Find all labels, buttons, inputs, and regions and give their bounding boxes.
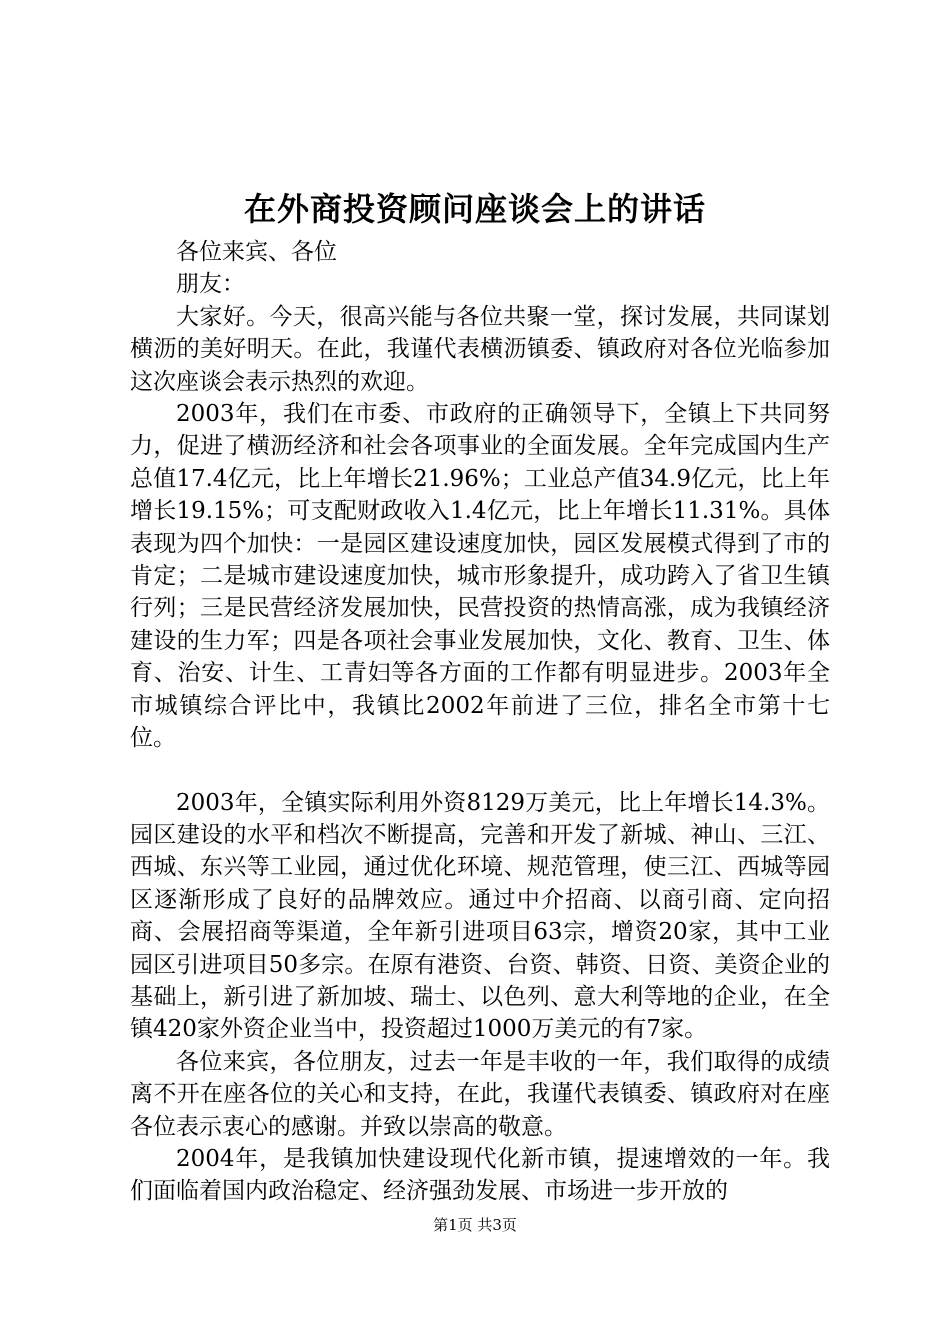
- salutation-line-1: 各位来宾、各位: [176, 239, 337, 265]
- paragraph-welcome: 大家好。今天，很高兴能与各位共聚一堂，探讨发展，共同谋划横沥的美好明天。在此，我谨代表横沥镇委、镇政府对各位光临参加这次座谈会表示热烈的欢迎。: [130, 303, 830, 395]
- document-title: 在外商投资顾问座谈会上的讲话: [243, 190, 706, 228]
- paragraph-2003-overview: 2003年，我们在市委、市政府的正确领导下，全镇上下共同努力，促进了横沥经济和社会各项事业的全面发展。全年完成国内生产总值17.4亿元，比上年增长21.96%；工业总产值34.9亿元，比上年增长19.15%；可支配财政收入1.4亿元，比上年增长11.31%。具体表现为四个加快：一是园区建设速度加快，园区发展模式得到了市的肯定；二是城市建设速度加快，城市形象提升，成功跨入了省卫生镇行列；三是民营经济发展加快，民营投资的热情高涨，成为我镇经济建设的生力军；四是各项社会事业发展加快，文化、教育、卫生、体育、治安、计生、工青妇等各方面的工作都有明显进步。2003年全市城镇综合评比中，我镇比2002年前进了三位，排名全市第十七位。: [130, 401, 830, 752]
- paragraph-thanks: 各位来宾，各位朋友，过去一年是丰收的一年，我们取得的成绩离不开在座各位的关心和支持，在此，我谨代表镇委、镇政府对在座各位表示衷心的感谢。并致以崇高的敬意。: [130, 1048, 830, 1140]
- salutation-line-2: 朋友：: [176, 271, 245, 298]
- document-body: [130, 236, 830, 1208]
- page-footer: 第1页 共3页: [433, 1216, 517, 1234]
- paragraph-2003-foreign-investment: 2003年，全镇实际利用外资8129万美元，比上年增长14.3%。园区建设的水平和档次不断提高，完善和开发了新城、神山、三江、西城、东兴等工业园，通过优化环境、规范管理，使三江、西城等园区逐渐形成了良好的品牌效应。通过中介招商、以商引商、定向招商、会展招商等渠道，全年新引进项目63宗，增资20家，其中工业园区引进项目50多宗。在原有港资、台资、韩资、日资、美资企业的基础上，新引进了新加坡、瑞士、以色列、意大利等地的企业，在全镇420家外资企业当中，投资超过1000万美元的有7家。: [130, 789, 830, 1043]
- paragraph-2004-outlook: 2004年，是我镇加快建设现代化新市镇，提速增效的一年。我们面临着国内政治稳定、经济强劲发展、市场进一步开放的: [130, 1145, 830, 1205]
